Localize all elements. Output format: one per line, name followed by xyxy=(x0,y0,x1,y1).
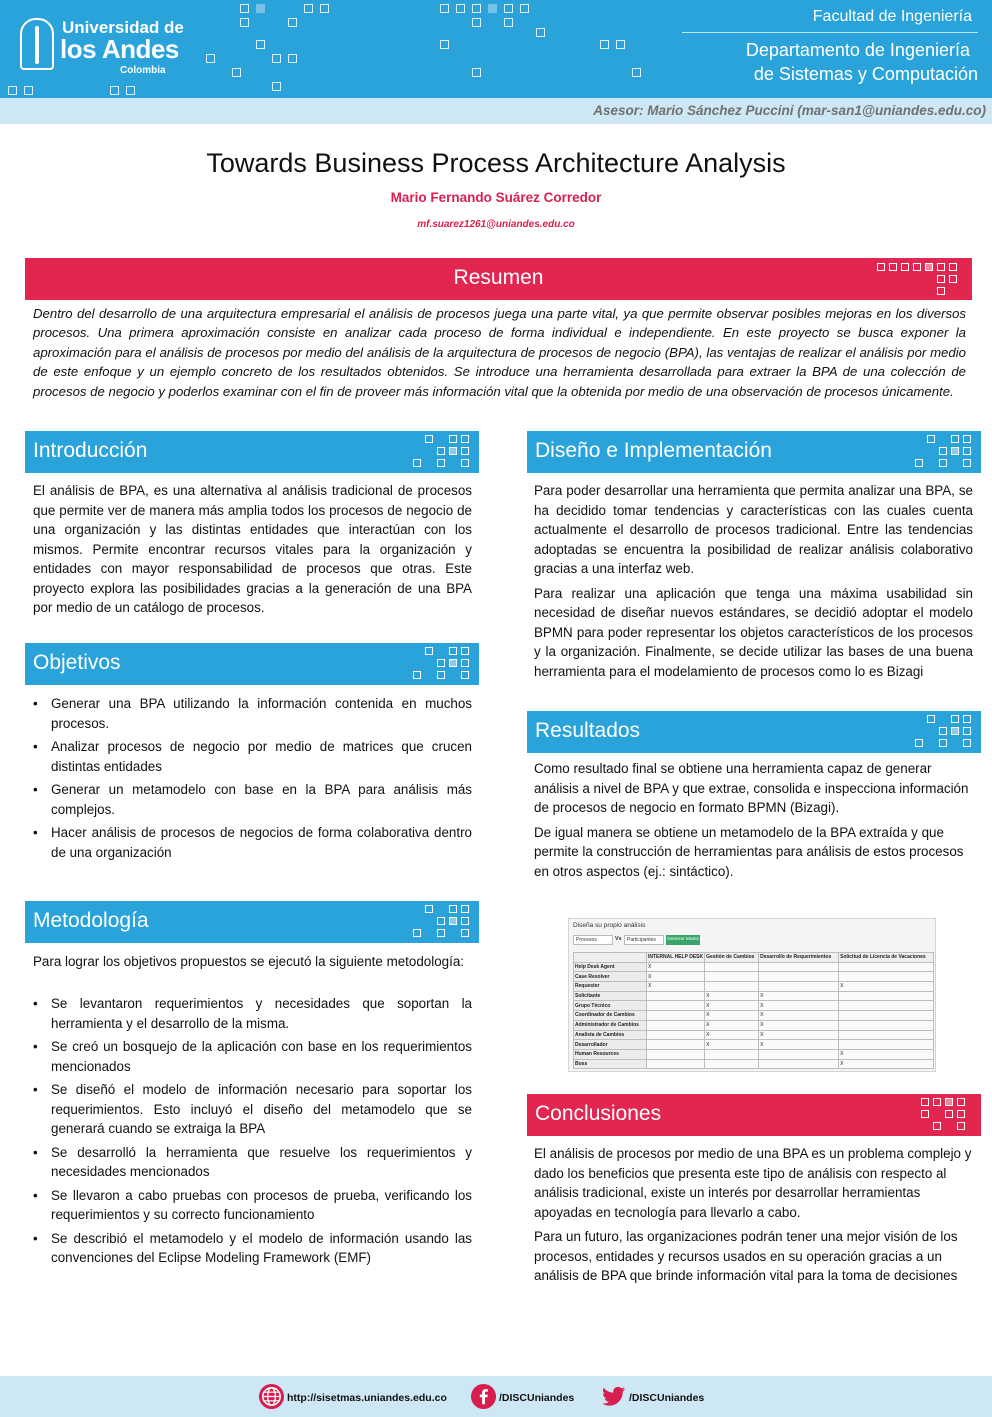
row-label: Case Resolver xyxy=(574,972,647,982)
decor-square xyxy=(461,917,469,925)
conclusiones-heading: Conclusiones xyxy=(535,1102,662,1125)
decor-square xyxy=(256,4,265,13)
resultados-paragraph-2: De igual manera se obtiene un metamodelo de la BPA extraída y que permite la construcción de herramientas para análisis de estos procesos en otros aspectos (ej.: sintáctico). xyxy=(534,824,964,879)
poster-title: Towards Business Process Architecture Analysis xyxy=(206,148,786,178)
decor-square xyxy=(425,647,433,655)
decor-square xyxy=(437,929,445,937)
decor-square xyxy=(933,1122,941,1130)
decor-square xyxy=(449,905,457,913)
decor-square xyxy=(461,435,469,443)
table-row xyxy=(574,1020,934,1030)
table-cell xyxy=(839,1001,934,1011)
matrix-table xyxy=(573,952,934,1069)
decor-square xyxy=(449,447,457,455)
table-cell xyxy=(759,972,839,982)
decor-square xyxy=(925,263,933,271)
decor-square xyxy=(939,447,947,455)
header-band xyxy=(0,0,992,98)
generate-matrix-button[interactable]: Generar Matriz xyxy=(666,935,700,945)
table-cell xyxy=(839,991,934,1001)
footer-twitter-link[interactable] xyxy=(600,1383,720,1411)
row-label: Grupo Técnico xyxy=(574,1001,647,1011)
decor-square xyxy=(937,287,945,295)
table-cell xyxy=(705,982,759,992)
department-line2: de Sistemas y Computación xyxy=(753,64,978,84)
decor-square xyxy=(232,68,241,77)
table-cell xyxy=(839,1011,934,1021)
footer-facebook-text: /DISCUniandes xyxy=(499,1392,575,1404)
decor-square xyxy=(963,435,971,443)
decor-square xyxy=(937,263,945,271)
decor-square xyxy=(951,435,959,443)
decor-square xyxy=(504,18,513,27)
entity-select-2[interactable]: Participantes xyxy=(624,935,664,945)
table-cell: X xyxy=(647,972,705,982)
decor-square xyxy=(632,68,641,77)
table-header-row xyxy=(574,953,934,963)
table-cell: X xyxy=(759,991,839,1001)
table-cell xyxy=(759,1049,839,1059)
table-cell: X xyxy=(705,1001,759,1011)
resultados-heading: Resultados xyxy=(535,719,641,742)
conclusiones-text xyxy=(534,1144,973,1291)
table-cell: X xyxy=(759,1040,839,1050)
decor-square xyxy=(461,905,469,913)
decor-square xyxy=(288,54,297,63)
decor-square xyxy=(437,459,445,467)
table-cell xyxy=(839,1030,934,1040)
decor-square xyxy=(461,647,469,655)
decor-square xyxy=(945,1098,953,1106)
decor-square xyxy=(933,1098,941,1106)
decor-square xyxy=(963,727,971,735)
introduccion-heading: Introducción xyxy=(33,439,148,462)
list-item: • Generar una BPA utilizando la información contenida en muchos procesos. xyxy=(33,694,472,733)
decor-square xyxy=(472,68,481,77)
university-logo xyxy=(16,14,184,80)
row-label: Desarrollador xyxy=(574,1040,647,1050)
metodologia-heading: Metodología xyxy=(33,909,149,932)
metodologia-intro: Para lograr los objetivos propuestos se ejecutó la siguiente metodología: xyxy=(33,954,464,969)
column-header: Solicitud de Licencia de Vacaciones xyxy=(839,953,934,963)
table-corner xyxy=(574,953,647,963)
table-cell: X xyxy=(705,991,759,1001)
table-cell: X xyxy=(839,982,934,992)
decor-square xyxy=(472,18,481,27)
decor-square xyxy=(461,447,469,455)
column-header: INTERNAL HELP DESK xyxy=(648,954,704,961)
table-cell xyxy=(705,1059,759,1069)
table-cell: X xyxy=(647,962,705,972)
objetivos-list xyxy=(33,694,472,866)
decor-square xyxy=(449,435,457,443)
analysis-matrix-screenshot xyxy=(568,918,936,1072)
table-row xyxy=(574,1030,934,1040)
table-cell xyxy=(705,962,759,972)
table-cell xyxy=(647,1059,705,1069)
resultados-text xyxy=(534,759,973,886)
table-row xyxy=(574,1049,934,1059)
list-item: • Analizar procesos de negocio por medio de matrices que crucen distintas entidades xyxy=(33,737,472,776)
footer-band xyxy=(0,1376,992,1417)
decor-square xyxy=(288,18,297,27)
decor-square xyxy=(945,1110,953,1118)
decor-square xyxy=(126,86,135,95)
column-header: Gestión de Cambios xyxy=(705,953,759,963)
decor-square xyxy=(24,86,33,95)
diseno-heading: Diseño e Implementación xyxy=(535,439,772,462)
decor-square xyxy=(440,40,449,49)
university-name-line2: los Andes xyxy=(60,34,179,64)
decor-square xyxy=(449,659,457,667)
facebook-icon xyxy=(470,1383,497,1410)
decor-square xyxy=(461,929,469,937)
table-row xyxy=(574,991,934,1001)
conclusiones-paragraph-2: Para un futuro, las organizaciones podrán tener una mejor visión de los procesos, entidades y recursos usados en su operación gracias a un análisis de BPA que brinde información vital para la toma de decisiones xyxy=(534,1229,958,1283)
table-cell xyxy=(647,1011,705,1021)
twitter-bird-icon xyxy=(600,1383,627,1410)
decor-square xyxy=(921,1110,929,1118)
table-cell xyxy=(839,972,934,982)
table-row xyxy=(574,982,934,992)
conclusiones-header xyxy=(527,1094,981,1136)
table-cell xyxy=(705,1049,759,1059)
decor-square xyxy=(461,459,469,467)
decor-square xyxy=(425,435,433,443)
footer-facebook-link[interactable] xyxy=(470,1383,590,1411)
table-row xyxy=(574,1040,934,1050)
decor-square xyxy=(921,1098,929,1106)
matrix-title: Diseña su propio análisis xyxy=(573,922,646,929)
decor-square xyxy=(413,459,421,467)
decor-square xyxy=(437,659,445,667)
decor-square xyxy=(963,459,971,467)
table-cell xyxy=(647,1030,705,1040)
university-shield-icon xyxy=(20,18,54,70)
metodologia-list xyxy=(33,994,472,1272)
decor-square xyxy=(440,4,449,13)
advisor-band xyxy=(0,98,992,124)
decor-square xyxy=(939,739,947,747)
table-row xyxy=(574,972,934,982)
decor-square xyxy=(951,715,959,723)
author-name: Mario Fernando Suárez Corredor xyxy=(390,190,602,205)
row-label: Analista de Cambios xyxy=(574,1030,647,1040)
row-label: Requester xyxy=(574,982,647,992)
table-cell xyxy=(647,1040,705,1050)
table-cell: X xyxy=(759,1020,839,1030)
decor-square xyxy=(889,263,897,271)
decor-square xyxy=(877,263,885,271)
table-cell xyxy=(839,962,934,972)
decor-square xyxy=(616,40,625,49)
table-cell: X xyxy=(705,1040,759,1050)
resultados-header xyxy=(527,711,981,753)
department-line1: Departamento de Ingeniería xyxy=(745,40,970,60)
row-label: Solicitante xyxy=(574,991,647,1001)
decor-square xyxy=(901,263,909,271)
decor-square xyxy=(320,4,329,13)
diseno-text xyxy=(534,481,973,686)
entity-select-1[interactable]: Procesos xyxy=(573,935,613,945)
decor-square xyxy=(206,54,215,63)
footer-website-link[interactable] xyxy=(258,1383,458,1411)
table-cell: X xyxy=(705,1011,759,1021)
decor-square xyxy=(456,4,465,13)
decor-square xyxy=(957,1122,965,1130)
metodologia-header xyxy=(25,901,479,943)
table-cell: X xyxy=(839,1049,934,1059)
objetivos-heading: Objetivos xyxy=(33,651,121,674)
decor-square xyxy=(8,86,17,95)
decor-square xyxy=(504,4,513,13)
decor-square xyxy=(240,18,249,27)
list-item: • Hacer análisis de procesos de negocios de forma colaborativa dentro de una organización xyxy=(33,823,472,862)
column-header: Desarrollo de Requerimientos xyxy=(759,953,839,963)
resumen-text: Dentro del desarrollo de una arquitectura empresarial el análisis de procesos juega una parte vital, ya que permite observar posibles mejoras en los diversos procesos. Una primera aproximación consiste en analizar cada proceso de forma individual e independiente. En este proyecto se busca exponer la aproximación para el análisis de procesos por medio del análisis de la arquitectura de procesos de negocio (BPA), las ventajas de realizar el análisis por medio de este enfoque y un ejemplo concreto de los resultados obtenidos. Se introduce una herramienta desarrollada para extraer la BPA de una colección de procesos de negocio y poderlos examinar con el fin de proveer más información vital que la obtenida por medio de una observación de procesos únicamente. xyxy=(33,306,966,399)
decor-square xyxy=(957,1098,965,1106)
table-cell: X xyxy=(705,1030,759,1040)
decor-square xyxy=(449,647,457,655)
globe-icon xyxy=(258,1383,285,1410)
resultados-paragraph-1: Como resultado final se obtiene una herramienta capaz de generar análisis a nivel de BPA y que extrae, consolida e inspecciona información de procesos de negocio en formato BPMN (Bizagi). xyxy=(534,761,969,815)
list-item: • Generar un metamodelo con base en la BPA para análisis más complejos. xyxy=(33,780,472,819)
table-cell xyxy=(647,1020,705,1030)
row-label: Administrador de Cambios xyxy=(574,1020,647,1030)
decor-square xyxy=(927,715,935,723)
table-cell: X xyxy=(647,982,705,992)
row-label: Coordinador de Cambios xyxy=(574,1011,647,1021)
footer-website-text: http://sisetmas.uniandes.edu.co xyxy=(287,1392,447,1404)
decor-square xyxy=(913,263,921,271)
table-cell xyxy=(759,982,839,992)
table-cell: X xyxy=(759,1001,839,1011)
decor-square xyxy=(488,4,497,13)
decor-square xyxy=(939,459,947,467)
decor-square xyxy=(957,1110,965,1118)
table-cell xyxy=(647,991,705,1001)
decor-square xyxy=(600,40,609,49)
faculty-name: Facultad de Ingeniería xyxy=(812,8,972,25)
author-email: mf.suarez1261@uniandes.edu.co xyxy=(417,219,575,230)
vs-label: Vs xyxy=(615,936,622,942)
row-label: Boss xyxy=(574,1059,647,1069)
university-name-line1: Universidad de xyxy=(62,18,184,37)
decor-square xyxy=(536,28,545,37)
decor-square xyxy=(949,263,957,271)
list-item: • Se creó un bosquejo de la aplicación con base en los requerimientos mencionados xyxy=(33,1037,472,1076)
decor-square xyxy=(963,739,971,747)
table-cell xyxy=(647,1049,705,1059)
row-label: Help Desk Agent xyxy=(574,962,647,972)
objetivos-header xyxy=(25,643,479,685)
list-item: • Se describió el metamodelo y el modelo de información usando las convenciones del Eclipse Modeling Framework (EMF) xyxy=(33,1229,472,1268)
diseno-header xyxy=(527,431,981,473)
decor-square xyxy=(963,715,971,723)
diseno-paragraph-2: Para realizar una aplicación que tenga una máxima usabilidad sin necesidad de diseñar nuevos estándares, se decidió adoptar el modelo BPMN para poder representar los objetos característicos de los procesos y la organización. Finalmente, se decide utilizar las bases de una buena herramienta para el modelamiento de procesos como lo es Bizagi xyxy=(534,585,973,679)
list-item: • Se levantaron requerimientos y necesidades que soportan la herramienta y el desarrollo de la misma. xyxy=(33,994,472,1033)
table-cell xyxy=(839,1020,934,1030)
decor-square xyxy=(437,447,445,455)
decor-square xyxy=(949,275,957,283)
list-item: • Se desarrolló la herramienta que resuelve los requerimientos y necesidades mencionados xyxy=(33,1143,472,1182)
advisor-text: Asesor: Mario Sánchez Puccini (mar-san1@uniandes.edu.co) xyxy=(593,103,986,118)
conclusiones-paragraph-1: El análisis de procesos por medio de una BPA es un problema complejo y dado los beneficios que presenta este tipo de análisis con respecto al análisis tradicional, existe un interés por desarrollar herramientas apoyadas en tecnología para llevarlo a cabo. xyxy=(534,1146,972,1220)
decor-square xyxy=(951,727,959,735)
table-row xyxy=(574,1059,934,1069)
decor-square xyxy=(425,905,433,913)
table-cell xyxy=(839,1040,934,1050)
table-row xyxy=(574,1001,934,1011)
decor-square xyxy=(939,727,947,735)
decor-square xyxy=(110,86,119,95)
introduccion-header xyxy=(25,431,479,473)
header-divider xyxy=(682,32,978,33)
resumen-header xyxy=(25,258,972,300)
decor-square xyxy=(937,275,945,283)
decor-square xyxy=(413,671,421,679)
decor-square xyxy=(472,4,481,13)
table-cell: X xyxy=(759,1030,839,1040)
decor-square xyxy=(272,82,281,91)
decor-square xyxy=(437,917,445,925)
table-row xyxy=(574,1011,934,1021)
decor-square xyxy=(963,447,971,455)
table-cell xyxy=(759,962,839,972)
resumen-heading: Resumen xyxy=(453,266,544,289)
introduccion-text: El análisis de BPA, es una alternativa al análisis tradicional de procesos que permite ver de manera más amplia todos los procesos de negocio de una organización y las distintas entidades que interactúan con los mismos. Permite encontrar recursos vitales para la organización y entidades con mayor responsabilidad de procesos que otras. Este proyecto explora las posibilidades gracias a la generación de una BPA por medio de un catálogo de procesos. xyxy=(33,483,472,615)
decor-square xyxy=(240,4,249,13)
table-cell xyxy=(647,1001,705,1011)
decor-square xyxy=(413,929,421,937)
decor-square xyxy=(437,671,445,679)
decor-square xyxy=(927,435,935,443)
decor-square xyxy=(915,739,923,747)
decor-square xyxy=(915,459,923,467)
decor-square xyxy=(256,40,265,49)
table-cell: X xyxy=(705,1020,759,1030)
decor-square xyxy=(272,54,281,63)
table-cell: X xyxy=(839,1059,934,1069)
decor-square xyxy=(449,917,457,925)
footer-twitter-text: /DISCUniandes xyxy=(629,1392,705,1404)
decor-square xyxy=(461,671,469,679)
university-country: Colombia xyxy=(120,65,166,76)
table-cell xyxy=(705,972,759,982)
decor-square xyxy=(951,447,959,455)
table-cell xyxy=(759,1059,839,1069)
decor-square xyxy=(461,659,469,667)
table-cell: X xyxy=(759,1011,839,1021)
decor-square xyxy=(520,4,529,13)
diseno-paragraph-1: Para poder desarrollar una herramienta que permita analizar una BPA, se ha decidido tomar tendencias y características con las cuales cuenta actualmente el desarrollo de procesos tradicional. Entre las tendencias adoptadas se encuentra la posibilidad de realizar análisis colaborativo gracias a una interfaz web. xyxy=(534,483,973,576)
row-label: Human Resources xyxy=(574,1049,647,1059)
list-item: • Se llevaron a cabo pruebas con procesos de prueba, verificando los requerimientos y su correcto funcionamiento xyxy=(33,1186,472,1225)
table-row xyxy=(574,962,934,972)
decor-square xyxy=(304,4,313,13)
list-item: • Se diseñó el modelo de información necesario para soportar los requerimientos. Esto incluyó el diseño del metamodelo que se generará cuando se extraiga la BPA xyxy=(33,1080,472,1139)
